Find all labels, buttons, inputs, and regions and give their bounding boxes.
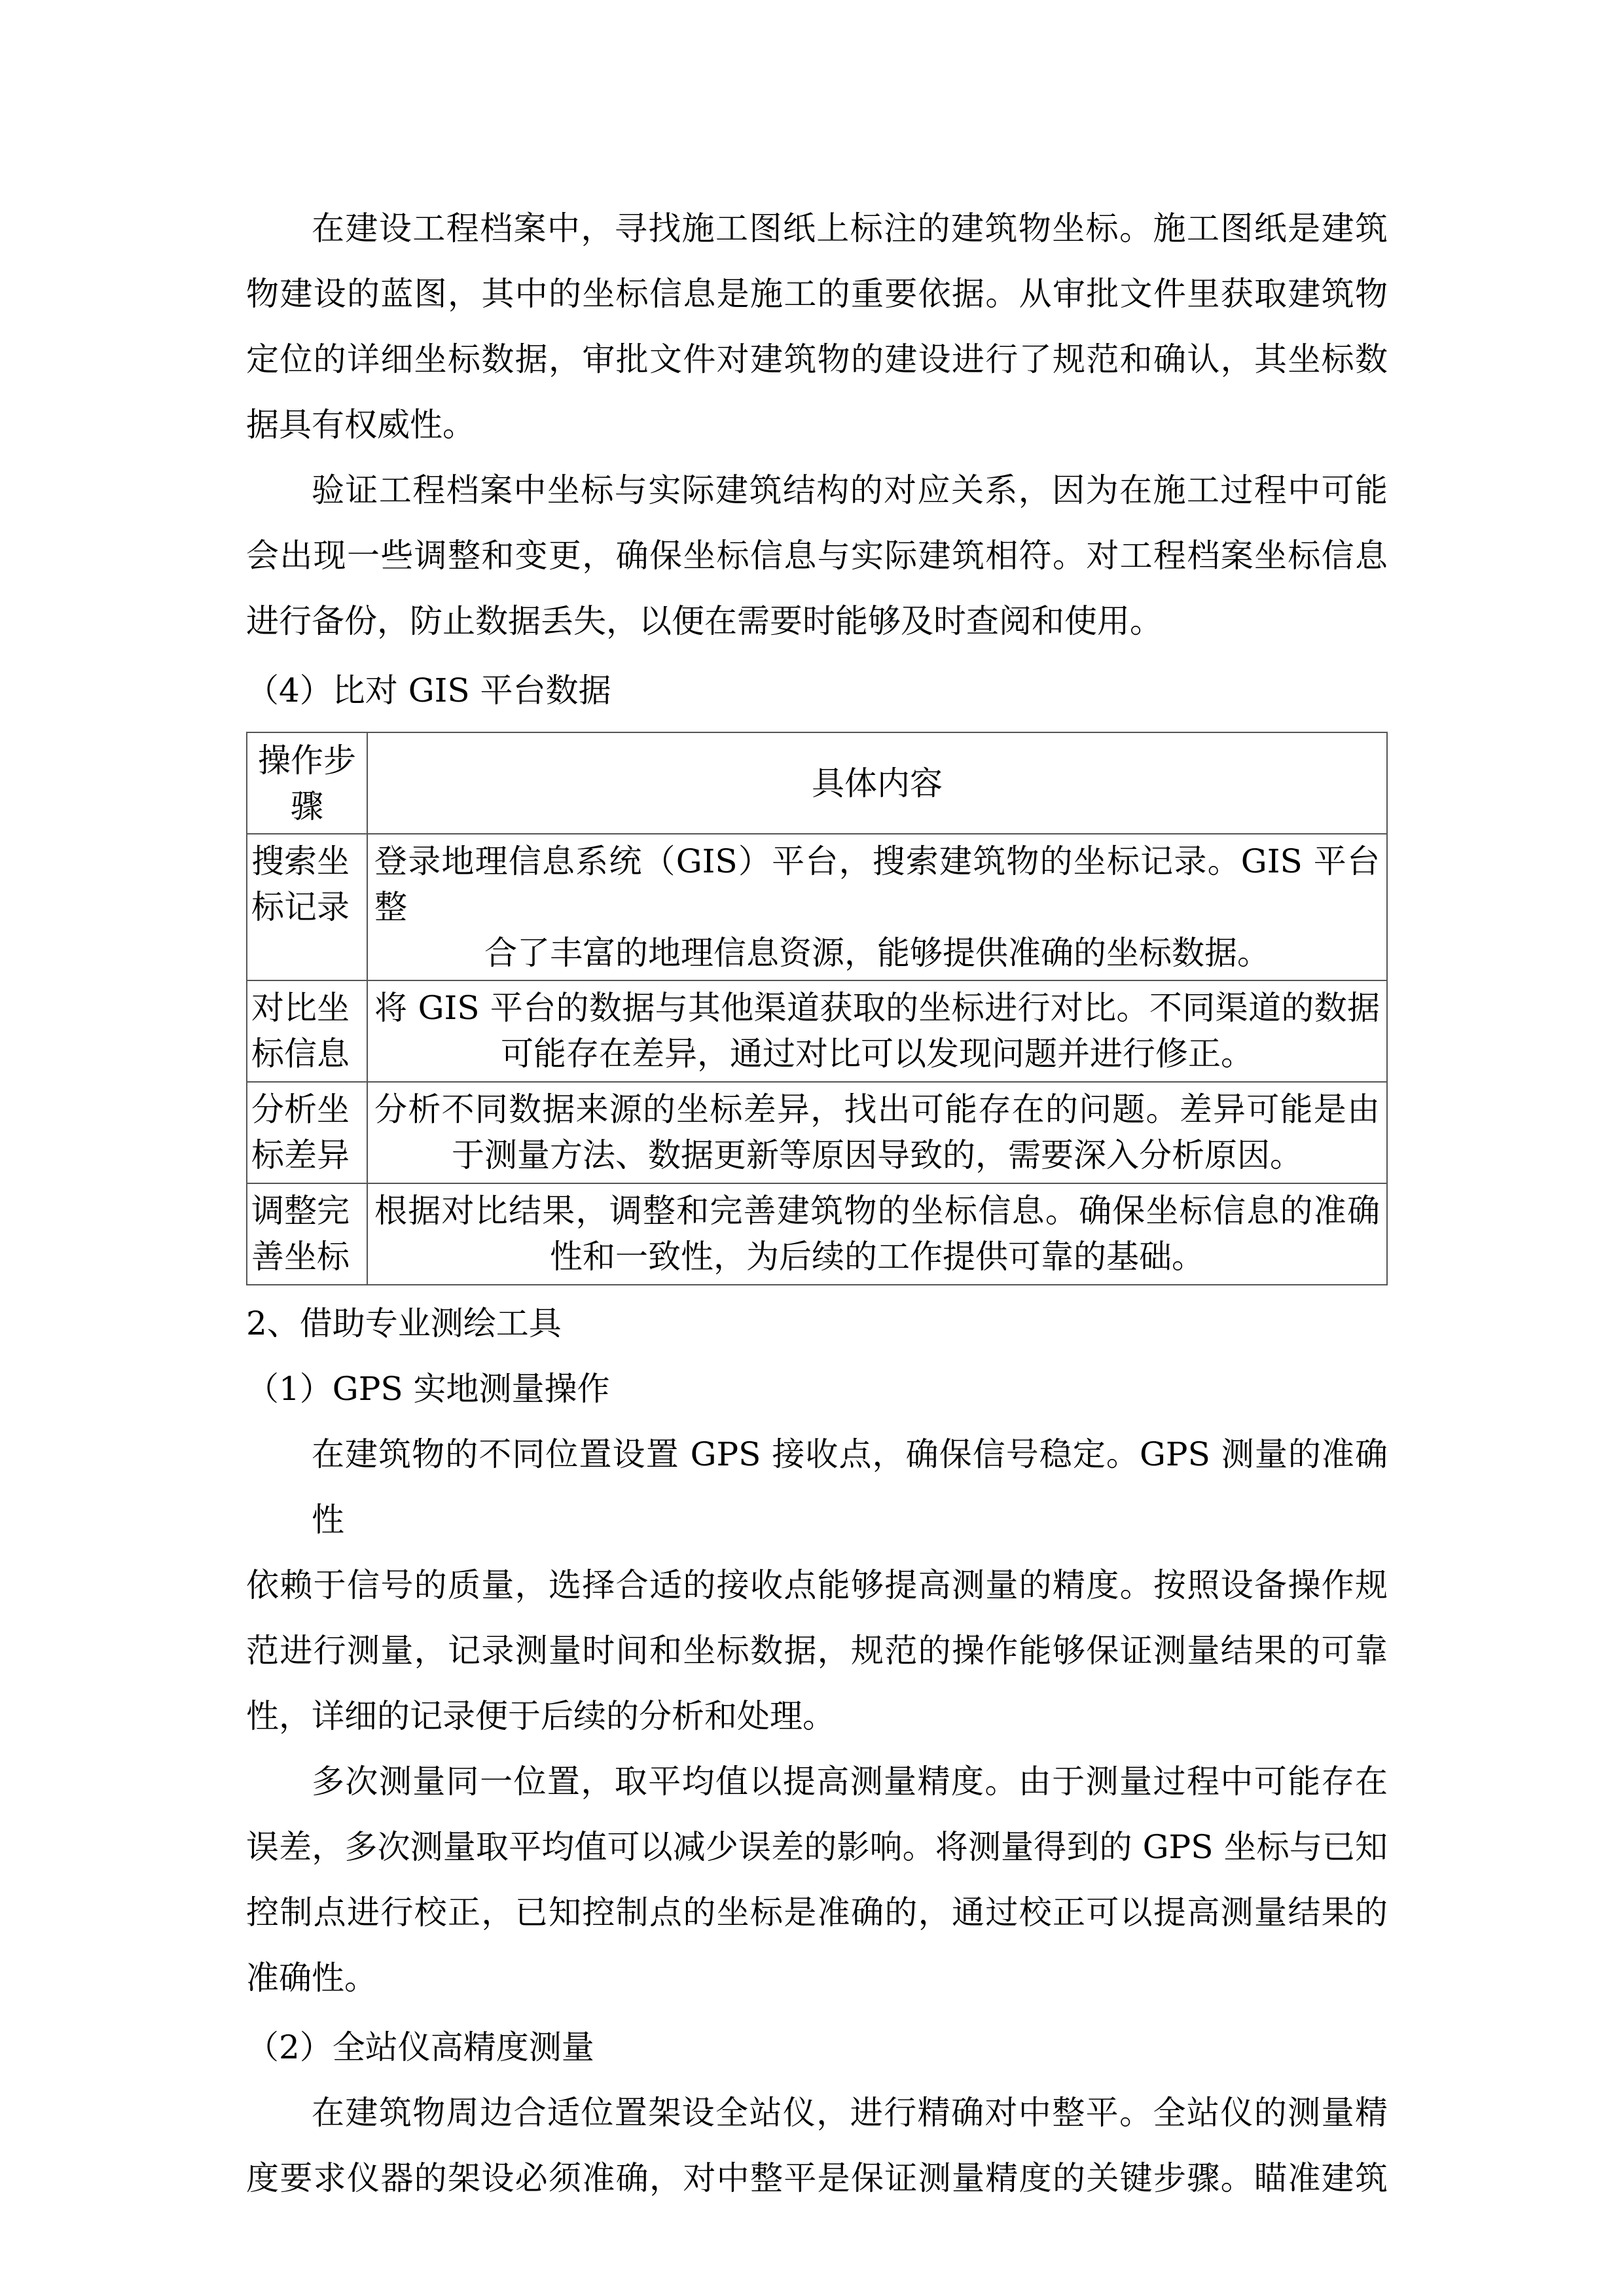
paragraph-2-line: 会出现一些调整和变更，确保坐标信息与实际建筑相符。对工程档案坐标信息 xyxy=(246,537,1388,575)
step-cell xyxy=(247,834,367,980)
table-row xyxy=(247,1183,1387,1285)
paragraph-3-line: 依赖于信号的质量，选择合适的接收点能够提高测量的精度。按照设备操作规 xyxy=(246,1566,1388,1604)
table-header-row xyxy=(247,732,1387,834)
content-line: 合了丰富的地理信息资源，能够提供准确的坐标数据。 xyxy=(484,934,1270,972)
header-step-line: 操作步 xyxy=(258,741,356,780)
step-line: 标差异 xyxy=(251,1136,350,1174)
content-line: 根据对比结果，调整和完善建筑物的坐标信息。确保坐标信息的准确 xyxy=(374,1192,1380,1230)
content-line: 于测量方法、数据更新等原因导致的，需要深入分析原因。 xyxy=(452,1136,1303,1174)
content-line: 将 GIS 平台的数据与其他渠道获取的坐标进行对比。不同渠道的数据 xyxy=(374,989,1380,1027)
paragraph-3-line: 性，详细的记录便于后续的分析和处理。 xyxy=(246,1697,835,1735)
step-line: 搜索坐 xyxy=(251,842,350,880)
table-row xyxy=(247,980,1387,1082)
text-before-table xyxy=(246,196,1388,723)
paragraph-4-line: 误差，多次测量取平均值可以减少误差的影响。将测量得到的 GPS 坐标与已知 xyxy=(246,1828,1388,1866)
header-step xyxy=(247,732,367,834)
content-line: 可能存在差异，通过对比可以发现问题并进行修正。 xyxy=(501,1035,1254,1073)
step-line: 标信息 xyxy=(251,1035,350,1073)
step-line: 分析坐 xyxy=(251,1090,350,1128)
section-2: 2、借助专业测绘工具 xyxy=(246,1304,562,1342)
paragraph-1-line: 在建设工程档案中，寻找施工图纸上标注的建筑物坐标。施工图纸是建筑 xyxy=(312,209,1388,247)
text-after-table xyxy=(246,1291,1388,2211)
content-cell xyxy=(367,1183,1387,1285)
paragraph-3-line: 范进行测量，记录测量时间和坐标数据，规范的操作能够保证测量结果的可靠 xyxy=(246,1632,1388,1670)
content-cell xyxy=(367,1082,1387,1183)
paragraph-1-line: 物建设的蓝图，其中的坐标信息是施工的重要依据。从审批文件里获取建筑物 xyxy=(246,275,1388,313)
heading-1: （1）GPS 实地测量操作 xyxy=(246,1370,610,1408)
step-cell xyxy=(247,980,367,1082)
content-line: 性和一致性，为后续的工作提供可靠的基础。 xyxy=(550,1238,1204,1276)
paragraph-2-line: 进行备份，防止数据丢失，以便在需要时能够及时查阅和使用。 xyxy=(246,602,1163,640)
document-page xyxy=(246,196,1388,2211)
content-line: 分析不同数据来源的坐标差异，找出可能存在的问题。差异可能是由 xyxy=(374,1090,1380,1128)
paragraph-1-line: 据具有权威性。 xyxy=(246,406,475,444)
paragraph-5-line: 度要求仪器的架设必须准确，对中整平是保证测量精度的关键步骤。瞄准建筑 xyxy=(246,2159,1388,2197)
heading-2: （2）全站仪高精度测量 xyxy=(246,2028,594,2066)
step-cell xyxy=(247,1183,367,1285)
header-content: 具体内容 xyxy=(367,732,1387,834)
step-line: 善坐标 xyxy=(251,1238,350,1276)
paragraph-5-line: 在建筑物周边合适位置架设全站仪，进行精确对中整平。全站仪的测量精 xyxy=(312,2094,1388,2132)
header-step-line: 骤 xyxy=(291,787,323,825)
paragraph-2-line: 验证工程档案中坐标与实际建筑结构的对应关系，因为在施工过程中可能 xyxy=(312,471,1388,509)
paragraph-1-line: 定位的详细坐标数据，审批文件对建筑物的建设进行了规范和确认，其坐标数 xyxy=(246,340,1388,378)
step-cell xyxy=(247,1082,367,1183)
step-line: 标记录 xyxy=(251,888,350,926)
paragraph-4-line: 准确性。 xyxy=(246,1959,377,1997)
gis-comparison-table xyxy=(246,732,1388,1285)
paragraph-4-line: 多次测量同一位置，取平均值以提高测量精度。由于测量过程中可能存在 xyxy=(312,1763,1388,1801)
paragraph-3-line: 在建筑物的不同位置设置 GPS 接收点，确保信号稳定。GPS 测量的准确性 xyxy=(312,1435,1388,1539)
step-line: 调整完 xyxy=(251,1192,350,1230)
content-cell xyxy=(367,980,1387,1082)
content-line: 登录地理信息系统（GIS）平台，搜索建筑物的坐标记录。GIS 平台整 xyxy=(374,842,1380,926)
step-line: 对比坐 xyxy=(251,989,350,1027)
heading-4: （4）比对 GIS 平台数据 xyxy=(246,672,611,709)
table-row xyxy=(247,834,1387,980)
content-cell xyxy=(367,834,1387,980)
paragraph-4-line: 控制点进行校正，已知控制点的坐标是准确的，通过校正可以提高测量结果的 xyxy=(246,1893,1388,1931)
table-row xyxy=(247,1082,1387,1183)
